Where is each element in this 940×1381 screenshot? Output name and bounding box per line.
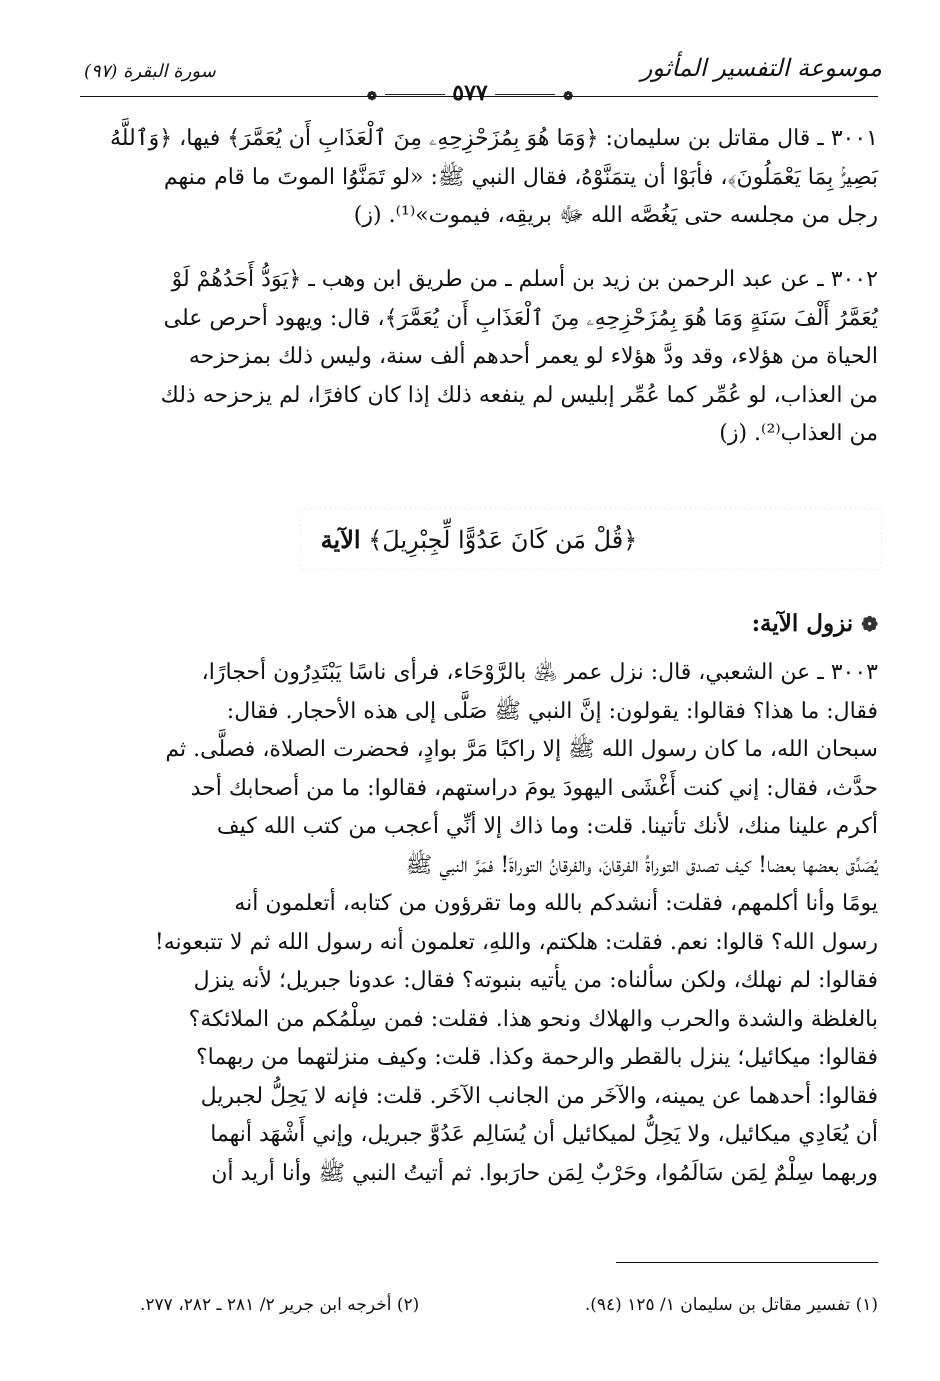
text-line: من العذاب، لو عُمِّر كما عُمِّر إبليس لم ينفعه ذلك إذا كان كافرًا، لم يزحزحه ذلك [160,382,878,408]
ornament-icon: ❁ [563,89,574,103]
text-line: ٣٠٠١ ـ قال مقاتل بن سليمان: ﴿وَمَا هُوَ بِمُزَحْزِحِهِۦ مِنَ ٱلْعَذَابِ أَن يُعَمَّرَ﴾ فيها، ﴿وَٱللَّهُ [109,126,878,151]
text-line: فقالوا: لم نهلك، ولكن سألناه: من يأتيه بنبوته؟ فقال: عدونا جبريل؛ لأنه ينزل [193,968,878,993]
paragraph-3003 [80,654,878,1193]
text-line: أكرم علينا منك، لأنك تأتينا. قلت: وما ذاك إلا أنِّي أعجب من كتب الله كيف [216,814,878,839]
section-title [752,604,878,644]
text-line: سبحان الله، ما كان رسول الله ﷺ إلا راكبًا مَرَّ بوادٍ، فحضرت الصلاة، فصلَّى. ثم [165,737,878,762]
text-line: يُصَدِّق بعضها بعضا! كيف تصدق التوراةُ الفرقانَ، والفرقانُ التوراةَ! فمَرَّ النبي ﷺ [405,852,878,878]
book-title: موسوعة التفسير المأثور [640,54,882,82]
page-number-block [0,80,940,106]
verse-heading [80,520,878,560]
surah-label: سورة البقرة (٩٧) [84,61,216,82]
text-line: الحياة من هؤلاء، وقد ودَّ هؤلاء لو يعمر أحدهم ألف سنة، وليس ذلك بمزحزحه [188,344,878,369]
footnote-rule [616,1262,878,1263]
text-line: فقالوا: ميكائيل؛ ينزل بالقطر والرحمة وكذا. قلت: وكيف منزلتهما من ربهما؟ [195,1045,878,1070]
text-line: أن يُعَادِي ميكائيل، ولا يَحِلُّ لميكائيل أن يُسَالِم عَدُوَّ جبريل، وإني أَشْهَد أنهما [210,1122,878,1147]
text-line: ٣٠٠٢ ـ عن عبد الرحمن بن زيد بن أسلم ـ من طريق ابن وهب ـ ﴿يَوَدُّ أَحَدُهُمْ لَوْ [171,267,878,292]
text-line: يُعَمَّرُ أَلْفَ سَنَةٍ وَمَا هُوَ بِمُزَحْزِحِهِۦ مِنَ ٱلْعَذَابِ أَن يُعَمَّرَ﴾، قال: ويهود أحرص على [163,305,878,331]
footnote-1: (١) تفسير مقاتل بن سليمان ١/ ١٢٥ (٩٤). [584,1295,878,1315]
paragraph-3002 [80,261,878,454]
text-line: وربهما سِلْمٌ لِمَن سَالَمُوا، وحَرْبٌ لِمَن حارَبوا. ثم أتيتُ النبي ﷺ وأنا أريد أن [211,1160,878,1186]
page-number: ٥٧٧ [452,80,488,106]
text-line: فقالوا: أحدهما عن يمينه، والآخَر من الجانب الآخَر. قلت: فإنه لا يَحِلُّ لجبريل [200,1083,878,1109]
paragraph-3001 [80,120,878,236]
text-line: من العذاب⁽²⁾. (ز) [719,421,878,446]
header-rule-left [80,96,400,97]
section-title-text: نزول الآية: [751,610,854,637]
text-line: ٣٠٠٣ ـ عن الشعبي، قال: نزل عمر ﵁ بالرَّوْحَاء، فرأى ناسًا يَبْتَدِرُون أحجارًا، [201,660,878,685]
ornament-icon: ❁ [366,89,377,103]
text-line: حدَّث، فقال: إني كنت أَغْشَى اليهودَ يومَ دراستهم، فقالوا: ما من أصحابك أحد [190,775,878,801]
verse-label: الآية [320,525,361,554]
text-line: بَصِيرٌۢ بِمَا يَعْمَلُونَ﴾، فأبَوْا أن يتمَنَّوْهُ، فقال النبي ﷺ: «لو تَمَنَّوُا الموتَ ما قام منهم [163,164,878,190]
text-line: يومًا وأنا أكلمهم، فقلت: أنشدكم بالله وما تقرؤون من كتابه، أتعلمون أنه [234,891,878,916]
text-line: رجل من مجلسه حتى يَغُصَّه الله ﷻ بريقِه، فيموت»⁽¹⁾. (ز) [353,203,878,228]
verse-text: ﴿قُلْ مَن كَانَ عَدُوًّا لِّجِبْرِيلَ﴾ [368,526,638,554]
text-line: بالغلظة والشدة والحرب والهلاك ونحو هذا. فقلت: فمن سِلْمُكم من الملائكة؟ [188,1006,878,1032]
footnote-2: (٢) أخرجه ابن جرير ٢/ ٢٨١ ـ ٢٨٢، ٢٧٧. [140,1295,420,1315]
text-line: رسول الله؟ قالوا: نعم. فقلت: هلكتم، واللهِ، تعلمون أنه رسول الله ثم لا تتبعونه! [154,929,878,955]
text-line: فقال: ما هذا؟ فقالوا: يقولون: إنَّ النبي ﷺ صَلَّى إلى هذه الأحجار. فقال: [226,698,878,724]
flower-icon: ❁ [861,612,878,636]
